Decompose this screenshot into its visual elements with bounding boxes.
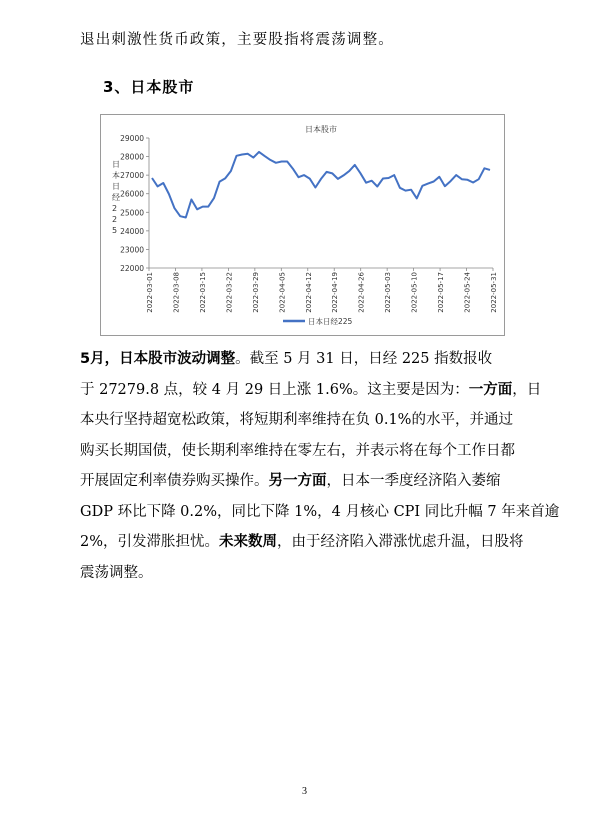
y-axis-label-char: 2 [112, 215, 118, 224]
x-tick-label: 2022-05-31 [490, 272, 498, 313]
para-line-2 [80, 375, 542, 406]
y-tick-label: 23000 [120, 245, 144, 255]
y-axis-label-char: 日 [112, 182, 120, 191]
x-tick-label: 2022-05-24 [463, 272, 472, 313]
x-tick-label: 2022-03-29 [251, 272, 260, 313]
intro-line: 退出刺激性货币政策，主要股指将震荡调整。 [80, 32, 394, 48]
y-tick-label: 29000 [120, 134, 144, 143]
x-tick-label: 2022-05-17 [437, 272, 446, 313]
y-axis-label-char: 2 [112, 204, 118, 213]
x-tick-label: 2022-03-15 [198, 272, 207, 313]
chart-svg [101, 115, 504, 335]
para-text: ，日本一季度经济陷入萎缩 [326, 473, 501, 489]
y-tick-label: 27000 [120, 171, 144, 181]
y-axis-label-char: 5 [112, 226, 118, 235]
para-line-3: 本央行坚持超宽松政策，将短期利率维持在负 0.1%的水平，并通过 [80, 412, 513, 428]
para-text: ，由于经济陷入滞涨忧虑升温，日股将 [277, 534, 524, 550]
x-tick-label: 2022-03-01 [146, 272, 154, 313]
x-tick-label: 2022-03-22 [225, 272, 234, 313]
para-text: 开展固定利率债券购买操作。 [80, 473, 269, 489]
y-tick-label: 25000 [120, 208, 144, 218]
legend-label: 日本日经225 [308, 317, 353, 326]
y-axis-label-char: 经 [112, 193, 120, 202]
para-line-5 [80, 466, 530, 497]
nikkei-chart [100, 114, 505, 336]
series-line [152, 152, 490, 218]
para-line-6: GDP 环比下降 0.2%，同比下降 1%，4 月核心 CPI 同比升幅 7 年来首逾 [80, 503, 560, 520]
para-text: 2%，引发滞胀担忧。 [80, 534, 220, 550]
para-text: ，日 [512, 381, 542, 398]
para-line-7 [80, 527, 530, 558]
bold-phrase: 一方面 [468, 381, 513, 398]
section-heading: 3、日本股市 [103, 78, 195, 96]
para-line-1 [80, 344, 530, 375]
bold-lead: 5月，日本股市波动调整 [80, 351, 236, 367]
y-tick-label: 28000 [120, 152, 144, 162]
x-tick-label: 2022-05-03 [384, 272, 393, 313]
bold-phrase: 未来数周 [219, 534, 278, 550]
para-line-8: 震荡调整。 [80, 564, 153, 581]
x-tick-label: 2022-03-08 [172, 272, 181, 313]
y-axis-label-char: 日 [112, 160, 120, 169]
page-number: 3 [302, 786, 307, 797]
y-axis-label [112, 160, 120, 235]
x-tick-label: 2022-04-19 [331, 272, 340, 313]
para-text: 于 27279.8 点，较 4 月 29 日上涨 1.6%。这主要是因为： [80, 381, 469, 398]
y-tick-label: 26000 [120, 189, 144, 199]
body-paragraph [80, 344, 560, 588]
x-tick-label: 2022-04-26 [357, 272, 366, 313]
y-tick-label: 22000 [120, 264, 144, 273]
x-tick-label: 2022-04-05 [278, 272, 287, 313]
para-line-4: 购买长期国债，使长期利率维持在零左右，并表示将在每个工作日都 [80, 442, 515, 459]
x-tick-label: 2022-04-12 [304, 272, 313, 313]
x-tick-label: 2022-05-10 [410, 272, 419, 313]
para-text: 。截至 5 月 31 日，日经 225 指数报收 [235, 351, 493, 367]
y-tick-label: 24000 [120, 226, 144, 236]
bold-phrase: 另一方面 [268, 473, 327, 489]
chart-title: 日本股市 [305, 125, 337, 134]
y-axis-label-char: 本 [112, 171, 120, 180]
